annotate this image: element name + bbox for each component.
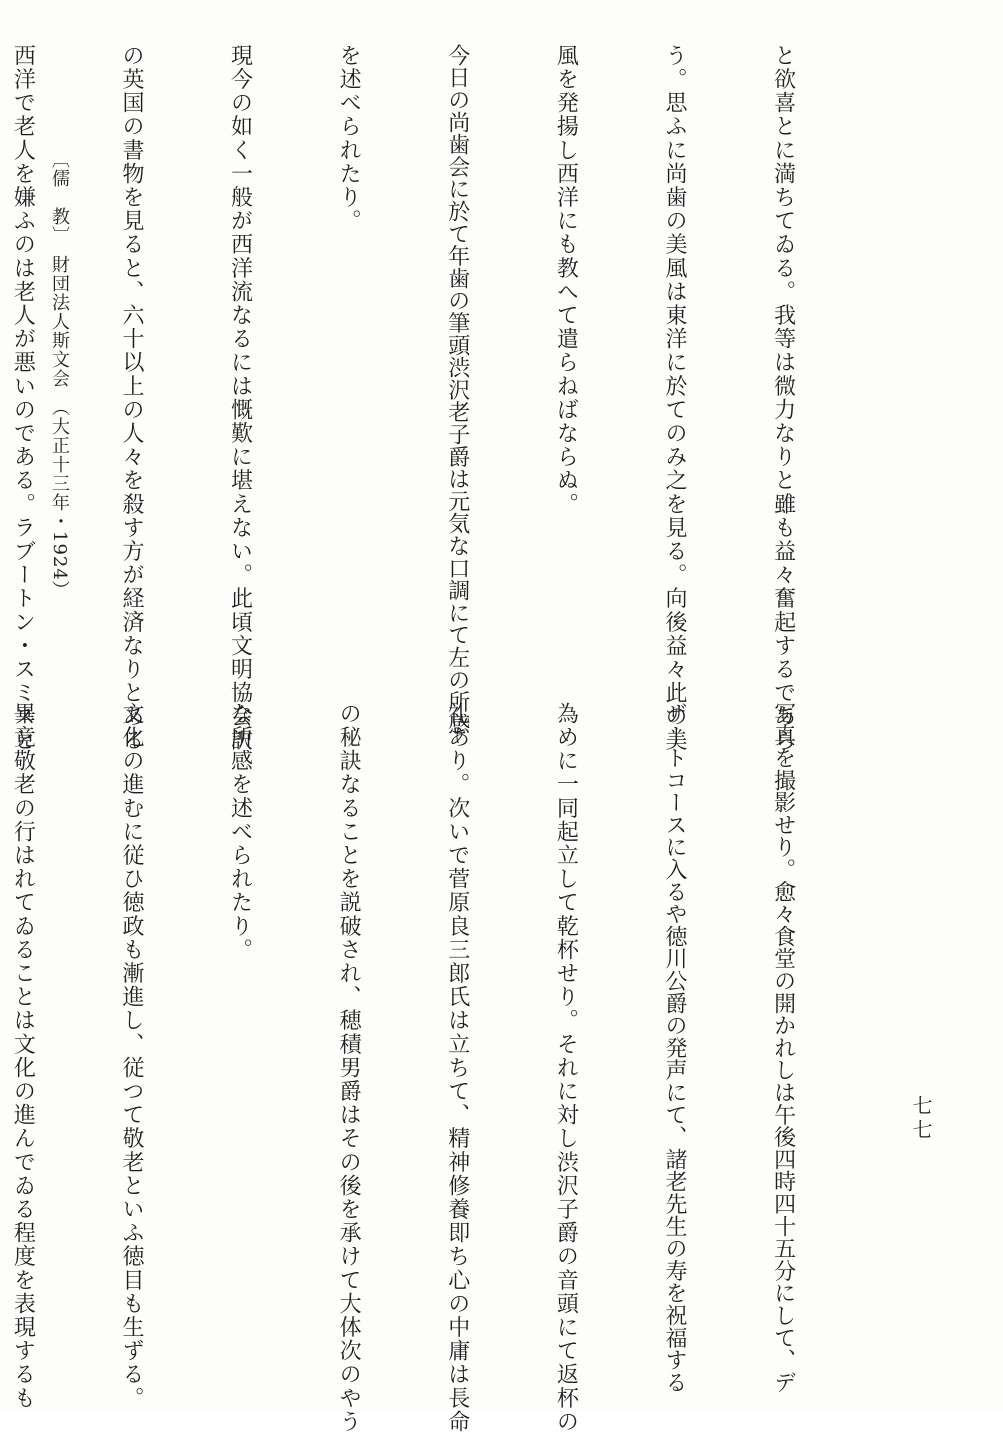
text-line: 礼あり。次いで菅原良三郎氏は立ちて、精神修養即ち心の中庸は長命 — [444, 702, 470, 1434]
text-line: 風を発揚し西洋にも教へて遣らねばならぬ。 — [553, 44, 579, 516]
text-line: の秘訣なることを説破され、穂積男爵はその後を承けて大体次のやう — [336, 702, 362, 1434]
text-line: 西洋で老人を嫌ふのは老人が悪いのである。ラブートン・スミスと — [10, 44, 36, 752]
text-line: 今日の尚歯会に於て年歯の筆頭渋沢老子爵は元気な口調にて左の所感 — [444, 44, 470, 736]
text-line: な所感を述べられたり。 — [227, 702, 253, 962]
text-line: の英国の書物を見ると、六十以上の人々を殺す方が経済なりとある — [118, 44, 144, 752]
text-line: 写真を撮影せり。愈々食堂の開かれしは午後四時四十五分にして、デ — [770, 702, 796, 1394]
text-line: う。思ふに尚歯の美風は東洋に於てのみ之を見る。向後益々此の美 — [661, 44, 687, 752]
text-line: 畢竟敬老の行はれてゐることは文化の進んでゐる程度を表現するも — [10, 702, 36, 1410]
text-line: 文化の進むに従ひ徳政も漸進し、従つて敬老といふ徳目も生ずる。 — [118, 702, 144, 1410]
text-line: ザートコースに入るや徳川公爵の発声にて、諸老先生の寿を祝福する — [661, 702, 687, 1394]
text-line: を述べられたり。 — [336, 44, 362, 233]
text-line: 現今の如く一般が西洋流なるには慨歎に堪えない。此頃文明協会訳 — [227, 44, 253, 752]
footer-source: 〔儒 教〕 財団法人斯文会 （大正十三年・1924） — [49, 150, 70, 600]
page-number: 七七 — [909, 1095, 933, 1143]
lower-text-block — [10, 702, 873, 1434]
text-line: と欲喜とに満ちてゐる。我等は微力なりと雖も益々奮起するであら — [770, 44, 796, 752]
text-line: 為めに一同起立して乾杯せり。それに対し渋沢子爵の音頭にて返杯の — [553, 702, 579, 1434]
